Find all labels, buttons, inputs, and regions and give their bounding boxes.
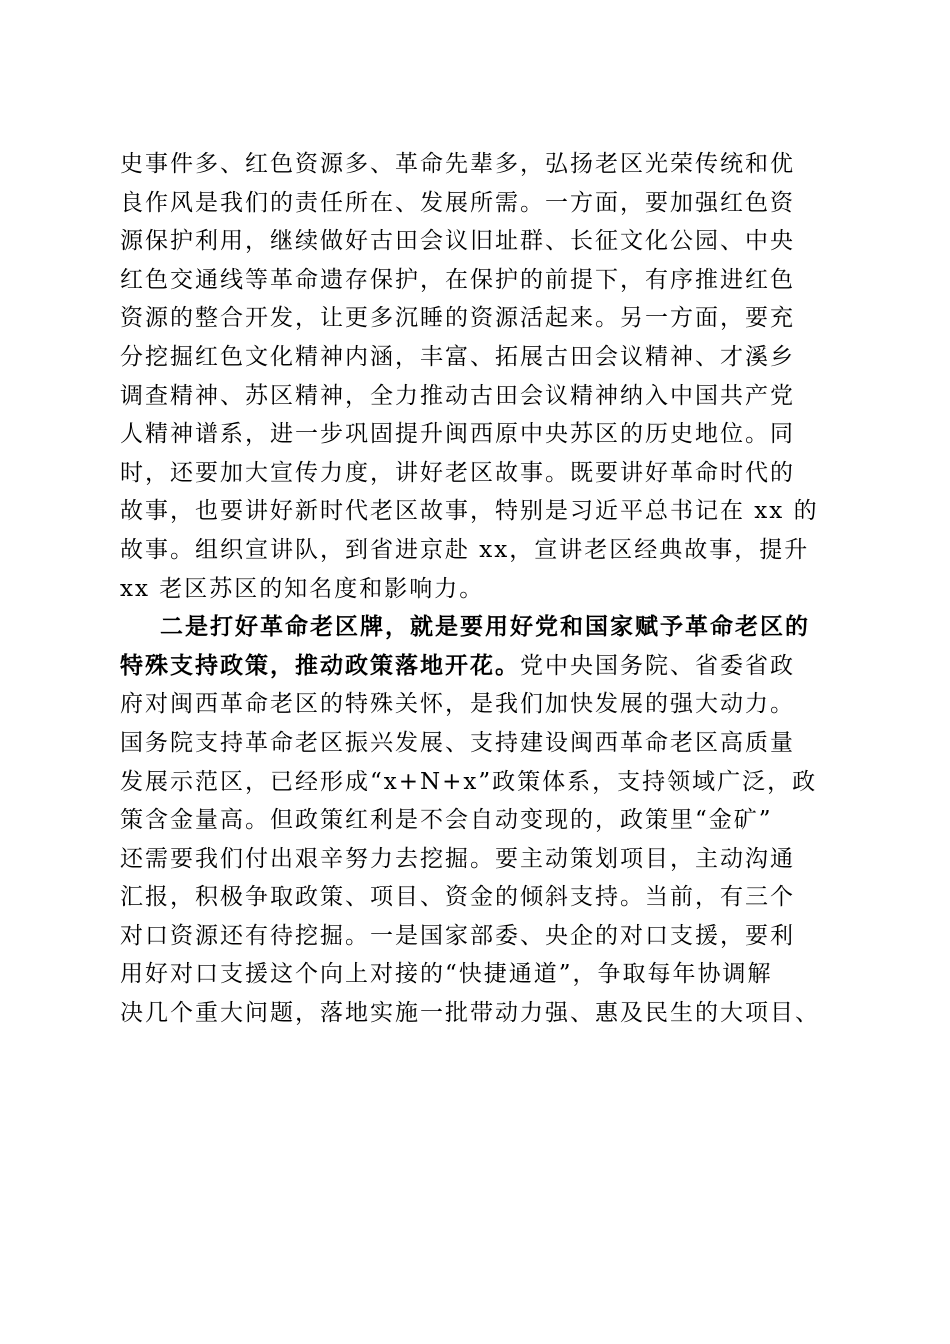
text-line: 国务院支持革命老区振兴发展、支持建设闽西革命老区高质量 <box>120 729 795 756</box>
text-line: 良作风是我们的责任所在、发展所需。一方面，要加强红色资 <box>120 189 795 216</box>
text-line: 决几个重大问题，落地实施一批带动力强、惠及民生的大项目、 <box>120 1000 820 1027</box>
section-heading-continuation <box>120 647 836 686</box>
text-line: 人精神谱系，进一步巩固提升闽西原中央苏区的历史地位。同 <box>120 421 795 448</box>
text-line: 汇报，积极争取政策、项目、资金的倾斜支持。当前，有三个 <box>120 884 795 911</box>
text-line: 史事件多、红色资源多、革命先辈多，弘扬老区光荣传统和优 <box>120 151 795 177</box>
document-body <box>120 145 836 1033</box>
text-line: 故事。组织宣讲队，到省进京赴 xx，宣讲老区经典故事，提升 <box>120 536 810 563</box>
text-line: 还需要我们付出艰辛努力去挖掘。要主动策划项目，主动沟通 <box>120 845 795 872</box>
text-line: 用好对口支援这个向上对接的“快捷通道”，争取每年协调解 <box>120 961 773 988</box>
text-line: 时，还要加大宣传力度，讲好老区故事。既要讲好革命时代的 <box>120 459 795 486</box>
text-line: 府对闽西革命老区的特殊关怀，是我们加快发展的强大动力。 <box>120 691 795 718</box>
text-line: 源保护利用，继续做好古田会议旧址群、长征文化公园、中央 <box>120 228 795 255</box>
section-heading-line: 二是打好革命老区牌，就是要用好党和国家赋予革命老区的 <box>160 613 810 641</box>
section-heading-bold: 特殊支持政策，推动政策落地开花。 <box>120 651 520 679</box>
text-line: 发展示范区，已经形成“x+N+x”政策体系，支持领域广泛，政 <box>120 768 818 795</box>
text-line-rest: 党中央国务院、省委省政 <box>520 652 795 679</box>
text-line: 策含金量高。但政策红利是不会自动变现的，政策里“金矿” <box>120 807 773 834</box>
text-line: 故事，也要讲好新时代老区故事，特别是习近平总书记在 xx 的 <box>120 498 819 525</box>
text-line: xx 老区苏区的知名度和影响力。 <box>120 575 485 602</box>
text-line: 红色交通线等革命遗存保护，在保护的前提下，有序推进红色 <box>120 266 795 293</box>
text-line: 分挖掘红色文化精神内涵，丰富、拓展古田会议精神、才溪乡 <box>120 343 795 370</box>
text-line: 调查精神、苏区精神，全力推动古田会议精神纳入中国共产党 <box>120 382 795 409</box>
text-line: 对口资源还有待挖掘。一是国家部委、央企的对口支援，要利 <box>120 922 795 949</box>
text-line: 资源的整合开发，让更多沉睡的资源活起来。另一方面，要充 <box>120 305 795 332</box>
